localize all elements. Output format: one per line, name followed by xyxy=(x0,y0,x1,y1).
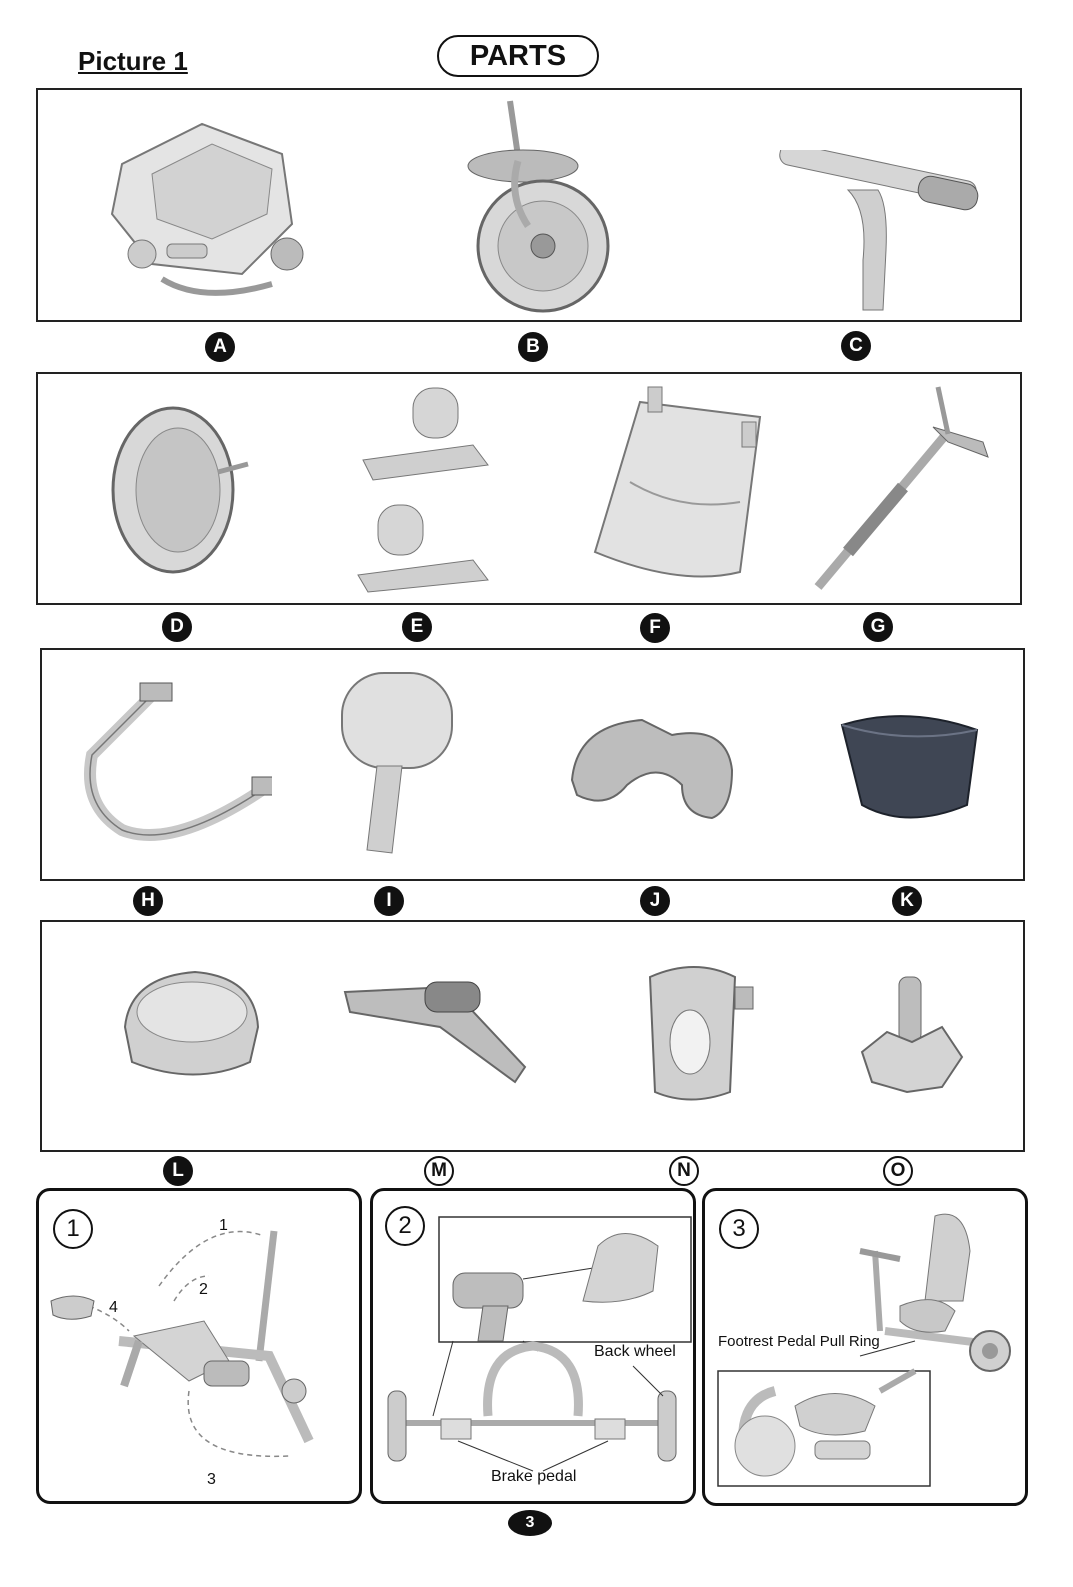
part-a-frame-image xyxy=(82,104,322,309)
step-1-illustration xyxy=(39,1191,359,1501)
step-3-panel xyxy=(702,1188,1028,1506)
step-3-number: 3 xyxy=(719,1209,759,1249)
part-label-j: J xyxy=(640,886,670,916)
part-label-k: K xyxy=(892,886,922,916)
part-i-backrest-image xyxy=(337,668,462,858)
part-label-c: C xyxy=(841,331,871,361)
part-m-footrest-image xyxy=(340,967,535,1092)
step-2-number: 2 xyxy=(385,1206,425,1246)
part-label-m: M xyxy=(424,1156,454,1186)
part-label-d: D xyxy=(162,612,192,642)
parts-title: PARTS xyxy=(437,35,599,77)
brake-pedal-label: Brake pedal xyxy=(491,1468,577,1485)
part-l-cup-tray-image xyxy=(120,967,265,1087)
part-label-o: O xyxy=(883,1156,913,1186)
part-f-canopy-image xyxy=(590,382,780,587)
part-label-e: E xyxy=(402,612,432,642)
parts-row-3 xyxy=(40,648,1025,881)
part-b-front-wheel-image xyxy=(458,96,618,316)
part-label-f: F xyxy=(640,613,670,643)
part-h-bumper-bar-image xyxy=(62,675,272,850)
step-2-panel xyxy=(370,1188,696,1504)
step-1-panel xyxy=(36,1188,362,1504)
parts-row-1 xyxy=(36,88,1022,322)
part-j-seat-cushion-image xyxy=(562,710,742,830)
parts-row-2 xyxy=(36,372,1022,605)
part-label-a: A xyxy=(205,332,235,362)
step-1-arrow-4: 4 xyxy=(109,1299,118,1316)
part-label-h: H xyxy=(133,886,163,916)
parts-row-4 xyxy=(40,920,1025,1152)
back-wheel-label: Back wheel xyxy=(594,1343,676,1360)
footrest-pedal-pull-ring-label: Footrest Pedal Pull Ring xyxy=(718,1333,880,1350)
part-label-i: I xyxy=(374,886,404,916)
part-label-n: N xyxy=(669,1156,699,1186)
part-k-basket-image xyxy=(837,710,982,830)
part-label-l: L xyxy=(163,1156,193,1186)
step-1-arrow-2: 2 xyxy=(199,1281,208,1298)
part-label-b: B xyxy=(518,332,548,362)
part-g-push-handle-image xyxy=(808,382,998,597)
part-c-handlebar-image xyxy=(768,150,998,315)
picture-label: Picture 1 xyxy=(78,46,188,76)
step-1-number: 1 xyxy=(53,1209,93,1249)
part-o-knob-image xyxy=(857,972,967,1102)
step-1-arrow-1: 1 xyxy=(219,1217,228,1234)
part-n-cup-holder-image xyxy=(640,957,760,1107)
part-d-rear-wheel-image xyxy=(98,402,258,577)
page-number: 3 xyxy=(508,1510,552,1536)
part-label-g: G xyxy=(863,612,893,642)
part-e-foot-pedals-image xyxy=(353,380,503,595)
step-1-arrow-3: 3 xyxy=(207,1471,216,1488)
